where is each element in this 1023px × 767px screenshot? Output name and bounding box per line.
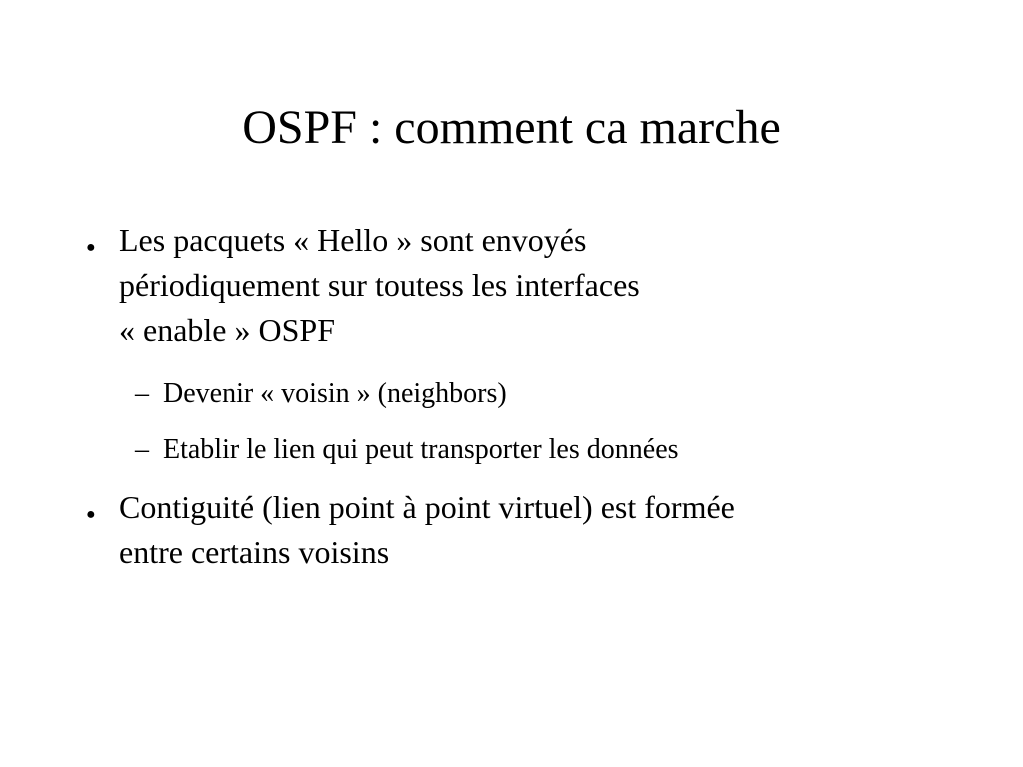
subitem-1-text: Devenir « voisin » (neighbors): [163, 378, 507, 409]
bullet-1-line-3: « enable » OSPF: [119, 312, 335, 348]
bullet-1-line-1: Les pacquets « Hello » sont envoyés: [119, 222, 587, 258]
subitem-2-text: Etablir le lien qui peut transporter les données: [163, 434, 679, 465]
bullet-2-marker: ●: [86, 506, 96, 523]
subitem-1-dash: –: [135, 378, 149, 409]
bullet-2-line-1: Contiguité (lien point à point virtuel) est formée: [119, 489, 735, 525]
bullet-1-marker: ●: [86, 239, 96, 256]
bullet-2-line-2: entre certains voisins: [119, 534, 390, 570]
bullet-1-text: [119, 218, 640, 353]
slide-title: OSPF : comment ca marche: [242, 101, 781, 154]
bullet-1-line-2: périodiquement sur toutess les interfaces: [119, 267, 640, 303]
subitem-2-dash: –: [135, 434, 149, 465]
bullet-2-text: [119, 485, 735, 575]
